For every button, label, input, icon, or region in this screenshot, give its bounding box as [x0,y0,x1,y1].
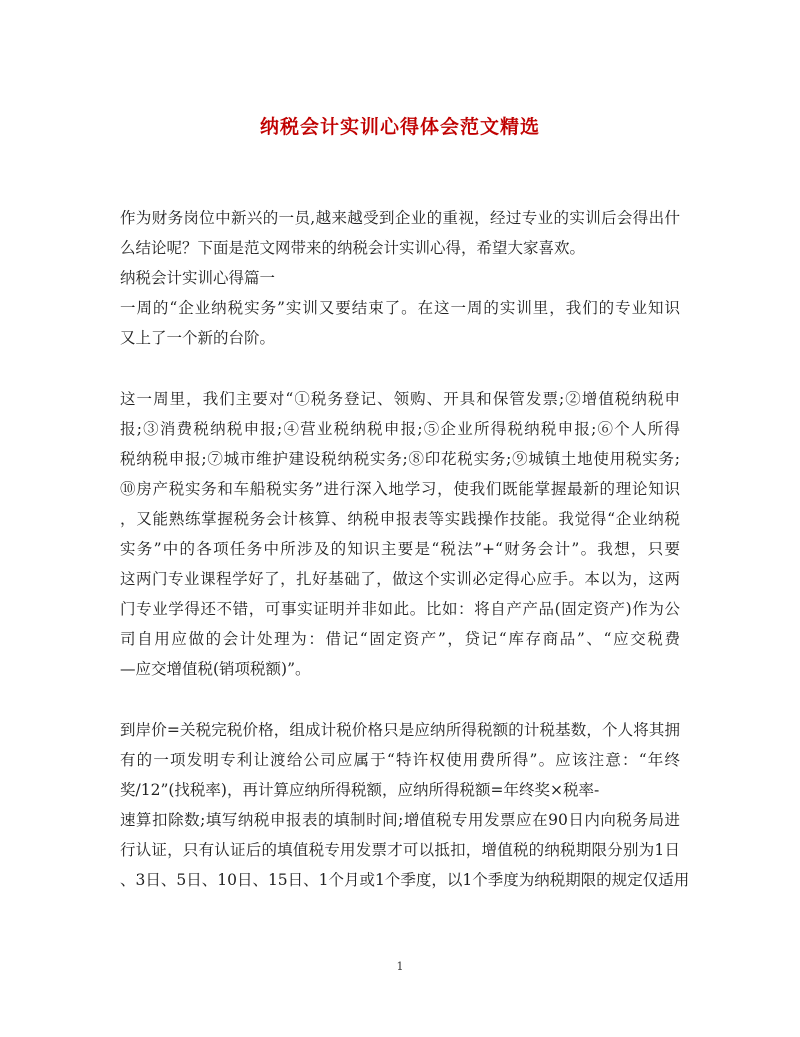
text-line: 司自用应做的会计处理为：借记“固定资产”，贷记“库存商品”、“应交税费 [120,630,680,648]
text-line: 门专业学得还不错，可事实证明并非如此。比如：将自产产品(固定资产)作为公 [120,600,680,618]
text-line: 报;③消费税纳税申报;④营业税纳税申报;⑤企业所得税纳税申报;⑥个人所得 [120,420,680,438]
paragraph-gap [120,353,680,384]
text-line: 作为财务岗位中新兴的一员,越来越受到企业的重视，经过专业的实训后会得出什 [120,209,680,227]
paragraph-2 [120,384,680,684]
text-line: —应交增值税(销项税额)”。 [120,660,311,678]
text-line: ⑩房产税实务和车船税实务”进行深入地学习，使我们既能掌握最新的理论知识 [120,480,680,498]
text-line: 么结论呢？下面是范文网带来的纳税会计实训心得，希望大家喜欢。 [120,239,586,257]
text-line: 这一周里，我们主要对“①税务登记、领购、开具和保管发票;②增值税纳税申 [120,390,680,408]
text-line: 又上了一个新的台阶。 [120,329,276,347]
text-line: 有的一项发明专利让渡给公司应属于“特许权使用费所得”。应该注意：“年终 [120,751,680,769]
document-body [120,203,690,895]
text-line: 实务”中的各项任务中所涉及的知识主要是“税法”+“财务会计”。我想，只要 [120,540,680,558]
paragraph-gap [120,684,680,715]
paragraph-3 [120,715,690,895]
document-title: 纳税会计实训心得体会范文精选 [259,116,540,138]
text-line: 到岸价=关税完税价格，组成计税价格只是应纳所得税额的计税基数，个人将其拥 [120,721,680,739]
text-line: 税纳税申报;⑦城市维护建设税纳税实务;⑧印花税实务;⑨城镇土地使用税实务; [120,450,680,468]
text-line: 这两门专业课程学好了，扎好基础了，做这个实训必定得心应手。本以为，这两 [120,570,680,588]
paragraph-intro [120,203,680,263]
text-line: 速算扣除数;填写纳税申报表的填制时间;增值税专用发票应在90日内向税务局进 [120,811,680,829]
page-number: 1 [396,960,404,973]
section-heading [120,263,680,293]
text-line: 、3日、5日、10日、15日、1个月或1个季度，以1个季度为纳税期限的规定仅适用 [120,871,690,889]
text-line: 一周的“企业纳税实务”实训又要结束了。在这一周的实训里，我们的专业知识 [120,299,680,317]
text-line: 纳税会计实训心得篇一 [120,269,276,287]
text-line: 行认证，只有认证后的填值税专用发票才可以抵扣，增值税的纳税期限分别为1日 [120,841,680,859]
text-line: 奖/12”(找税率)，再计算应纳所得税额，应纳所得税额=年终奖×税率- [120,781,600,799]
text-line: ，又能熟练掌握税务会计核算、纳税申报表等实践操作技能。我觉得“企业纳税 [120,510,680,528]
paragraph-1 [120,293,680,353]
